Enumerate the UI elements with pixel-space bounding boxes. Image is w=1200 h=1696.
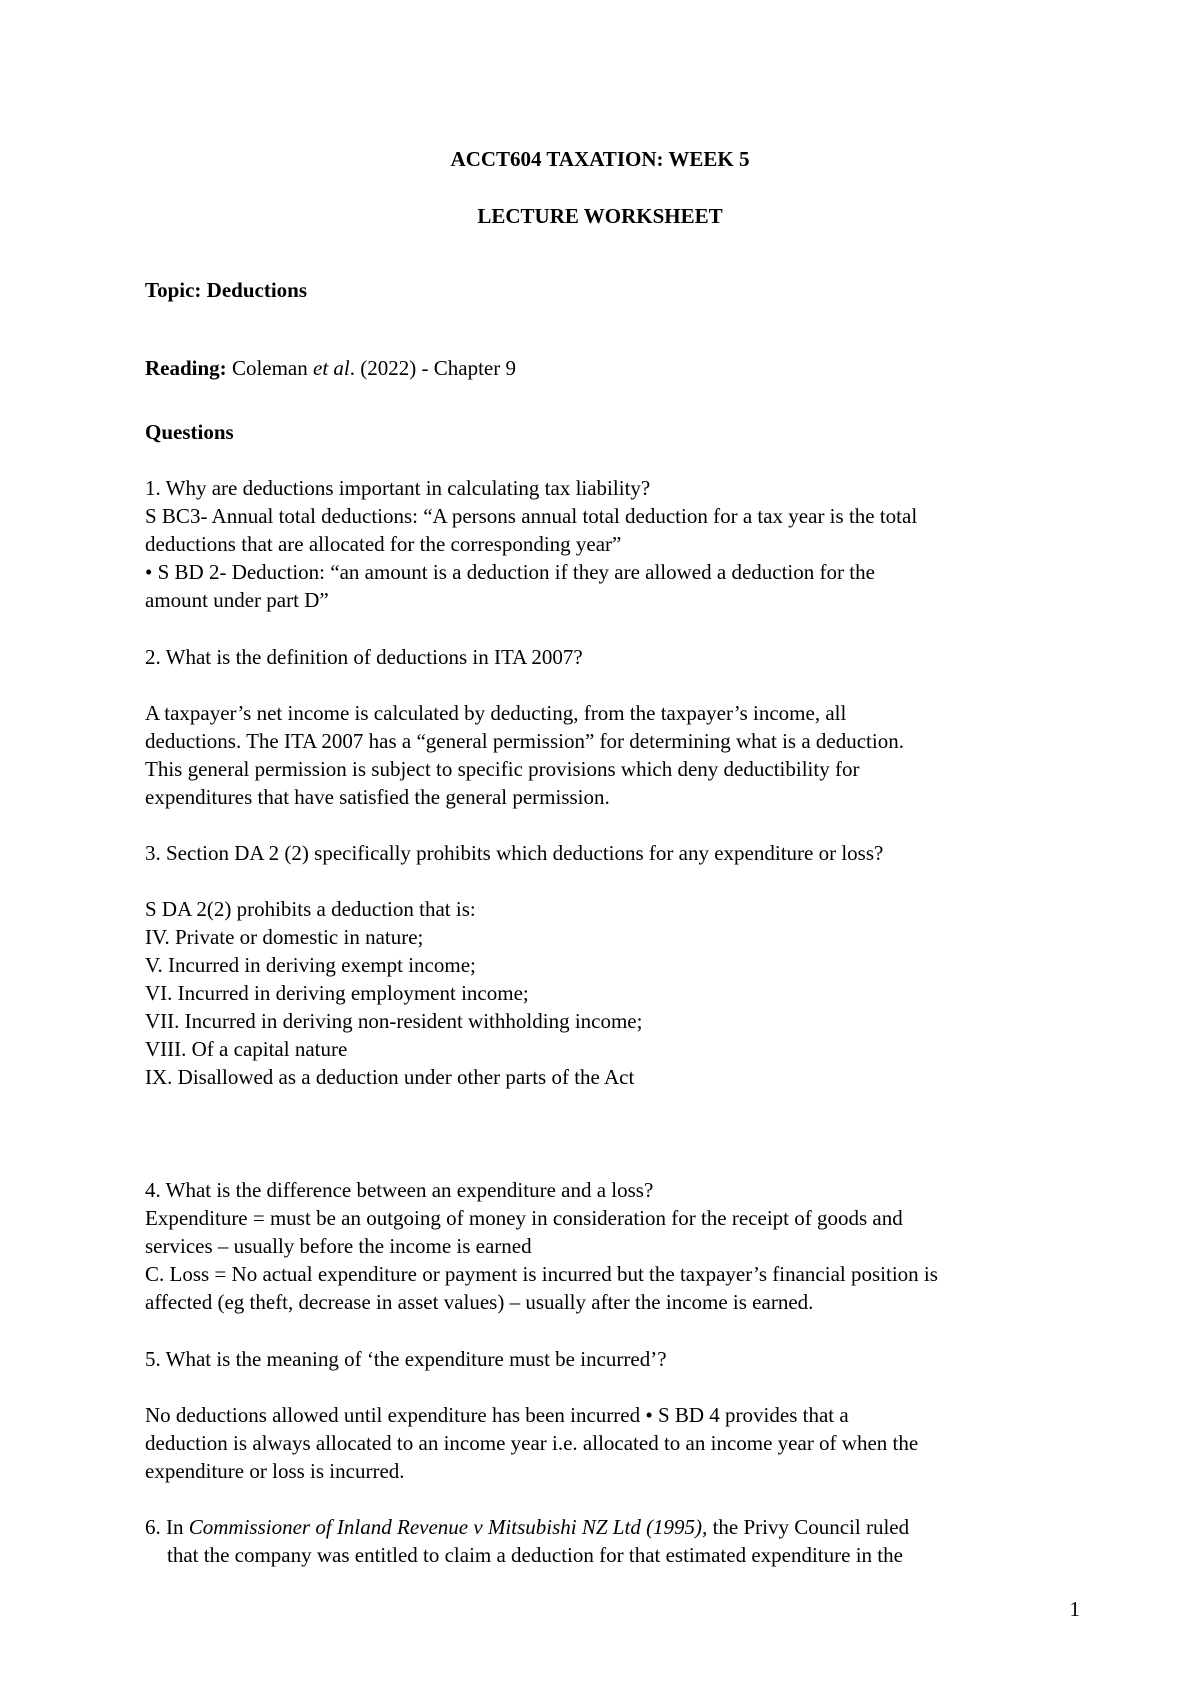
q4-line: services – usually before the income is earned [145, 1234, 532, 1258]
q6-line [145, 1513, 1105, 1541]
question-4-block [145, 1176, 1105, 1316]
a2-line: This general permission is subject to specific provisions which deny deductibility for [145, 757, 860, 781]
a3-line: VII. Incurred in deriving non-resident withholding income; [145, 1009, 643, 1033]
topic-line [145, 276, 1105, 304]
question-1-block [145, 474, 1105, 614]
answer-5-block [145, 1401, 1105, 1485]
page-subtitle: LECTURE WORKSHEET [477, 204, 723, 228]
question-6-block [145, 1513, 1105, 1569]
topic-label: Topic: [145, 278, 202, 302]
q4-line: Expenditure = must be an outgoing of money in consideration for the receipt of goods and [145, 1206, 903, 1230]
q4-line: 4. What is the difference between an expenditure and a loss? [145, 1178, 654, 1202]
q1-line: deductions that are allocated for the corresponding year” [145, 532, 622, 556]
q4-line: affected (eg theft, decrease in asset values) – usually after the income is earned. [145, 1290, 814, 1314]
page-title: ACCT604 TAXATION: WEEK 5 [450, 147, 750, 171]
a3-line: V. Incurred in deriving exempt income; [145, 953, 476, 977]
q1-line: amount under part D” [145, 588, 329, 612]
a5-line: No deductions allowed until expenditure has been incurred • S BD 4 provides that a [145, 1403, 849, 1427]
question-5: 5. What is the meaning of ‘the expenditure must be incurred’? [145, 1347, 667, 1371]
reading-rest: . (2022) - Chapter 9 [349, 356, 516, 380]
question-3: 3. Section DA 2 (2) specifically prohibits which deductions for any expenditure or loss? [145, 841, 884, 865]
answer-3-block [145, 895, 1105, 1091]
a3-line: IX. Disallowed as a deduction under other parts of the Act [145, 1065, 635, 1089]
reading-author: Coleman [231, 356, 308, 380]
q6-suffix: the Privy Council ruled [707, 1515, 910, 1539]
q1-line: • S BD 2- Deduction: “an amount is a deduction if they are allowed a deduction for the [145, 560, 875, 584]
q4-line: C. Loss = No actual expenditure or payment is incurred but the taxpayer’s financial position is [145, 1262, 938, 1286]
topic-value: Deductions [206, 278, 308, 302]
reading-etal: et al [313, 356, 350, 380]
reading-line [145, 354, 1105, 382]
reading-label: Reading: [145, 356, 227, 380]
q6-case-name: Commissioner of Inland Revenue v Mitsubishi NZ Ltd (1995), [188, 1515, 708, 1539]
question-2: 2. What is the definition of deductions in ITA 2007? [145, 645, 583, 669]
q1-line: S BC3- Annual total deductions: “A persons annual total deduction for a tax year is the total [145, 504, 918, 528]
a5-line: expenditure or loss is incurred. [145, 1459, 405, 1483]
a3-line: VIII. Of a capital nature [145, 1037, 348, 1061]
a3-line: S DA 2(2) prohibits a deduction that is: [145, 897, 476, 921]
a3-line: IV. Private or domestic in nature; [145, 925, 424, 949]
q1-line: 1. Why are deductions important in calculating tax liability? [145, 476, 651, 500]
a3-line: VI. Incurred in deriving employment income; [145, 981, 529, 1005]
a5-line: deduction is always allocated to an income year i.e. allocated to an income year of when the [145, 1431, 919, 1455]
a2-line: A taxpayer’s net income is calculated by deducting, from the taxpayer’s income, all [145, 701, 847, 725]
answer-2-block [145, 699, 1105, 811]
a2-line: deductions. The ITA 2007 has a “general permission” for determining what is a deduction. [145, 729, 904, 753]
questions-heading: Questions [145, 420, 234, 444]
q6-prefix: 6. In [145, 1515, 189, 1539]
a2-line: expenditures that have satisfied the general permission. [145, 785, 610, 809]
page-number: 1 [1069, 1597, 1080, 1621]
q6-line: that the company was entitled to claim a deduction for that estimated expenditure in the [167, 1543, 903, 1567]
